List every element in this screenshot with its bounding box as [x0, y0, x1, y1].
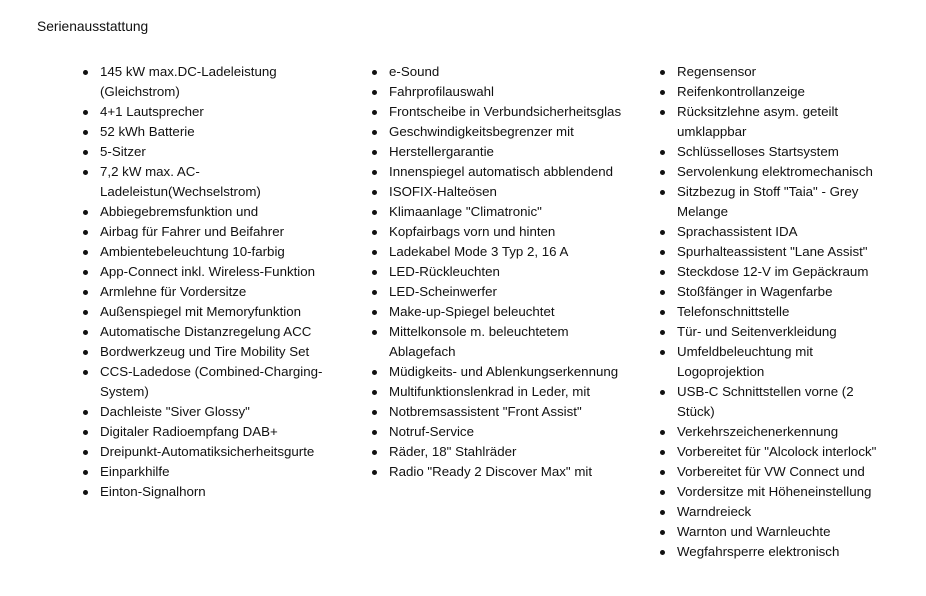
feature-item: Digitaler Radioempfang DAB+ [83, 422, 333, 442]
feature-item: LED-Scheinwerfer [372, 282, 622, 302]
feature-item: Geschwindigkeitsbegrenzer mit [372, 122, 622, 142]
feature-list-column-3 [660, 62, 892, 562]
feature-item: Klimaanlage "Climatronic" [372, 202, 622, 222]
feature-item: Multifunktionslenkrad in Leder, mit [372, 382, 622, 402]
feature-item: Herstellergarantie [372, 142, 622, 162]
feature-item: e-Sound [372, 62, 622, 82]
feature-item: Sprachassistent IDA [660, 222, 892, 242]
feature-item: App-Connect inkl. Wireless-Funktion [83, 262, 333, 282]
feature-item: Innenspiegel automatisch abblendend [372, 162, 622, 182]
feature-item: Spurhalteassistent "Lane Assist" [660, 242, 892, 262]
feature-item: Ambientebeleuchtung 10-farbig [83, 242, 333, 262]
feature-item: Verkehrszeichenerkennung [660, 422, 892, 442]
feature-item: Notruf-Service [372, 422, 622, 442]
feature-item: Einparkhilfe [83, 462, 333, 482]
feature-item: Stoßfänger in Wagenfarbe [660, 282, 892, 302]
feature-item: Tür- und Seitenverkleidung [660, 322, 892, 342]
feature-item: Dreipunkt-Automatiksicherheitsgurte [83, 442, 333, 462]
feature-item: Radio "Ready 2 Discover Max" mit [372, 462, 622, 482]
feature-item: Müdigkeits- und Ablenkungserkennung [372, 362, 622, 382]
feature-item: Mittelkonsole m. beleuchtetem Ablagefach [372, 322, 622, 362]
feature-item: Sitzbezug in Stoff "Taia" - Grey Melange [660, 182, 892, 222]
feature-item: ISOFIX-Halteösen [372, 182, 622, 202]
feature-item: Kopfairbags vorn und hinten [372, 222, 622, 242]
feature-item: Steckdose 12-V im Gepäckraum [660, 262, 892, 282]
feature-item: Abbiegebremsfunktion und [83, 202, 333, 222]
feature-item: Vorbereitet für "Alcolock interlock" [660, 442, 892, 462]
feature-item: Warnton und Warnleuchte [660, 522, 892, 542]
feature-item: 7,2 kW max. AC-Ladeleistun(Wechselstrom) [83, 162, 333, 202]
feature-item: Frontscheibe in Verbundsicherheitsglas [372, 102, 622, 122]
feature-item: 5-Sitzer [83, 142, 333, 162]
feature-item: Vordersitze mit Höheneinstellung [660, 482, 892, 502]
feature-item: 52 kWh Batterie [83, 122, 333, 142]
feature-list-column-1 [83, 62, 333, 502]
feature-item: Wegfahrsperre elektronisch [660, 542, 892, 562]
feature-item: Räder, 18" Stahlräder [372, 442, 622, 462]
feature-item: Warndreieck [660, 502, 892, 522]
feature-item: Armlehne für Vordersitze [83, 282, 333, 302]
feature-item: Bordwerkzeug und Tire Mobility Set [83, 342, 333, 362]
feature-item: Regensensor [660, 62, 892, 82]
feature-item: Rücksitzlehne asym. geteilt umklappbar [660, 102, 892, 142]
feature-item: Außenspiegel mit Memoryfunktion [83, 302, 333, 322]
feature-item: USB-C Schnittstellen vorne (2 Stück) [660, 382, 892, 422]
feature-item: Umfeldbeleuchtung mit Logoprojektion [660, 342, 892, 382]
feature-item: CCS-Ladedose (Combined-Charging-System) [83, 362, 333, 402]
feature-item: Einton-Signalhorn [83, 482, 333, 502]
feature-item: Make-up-Spiegel beleuchtet [372, 302, 622, 322]
feature-item: Automatische Distanzregelung ACC [83, 322, 333, 342]
feature-item: Notbremsassistent "Front Assist" [372, 402, 622, 422]
feature-item: Reifenkontrollanzeige [660, 82, 892, 102]
feature-item: Fahrprofilauswahl [372, 82, 622, 102]
feature-item: Airbag für Fahrer und Beifahrer [83, 222, 333, 242]
section-title: Serienausstattung [37, 19, 149, 34]
feature-item: Vorbereitet für VW Connect und [660, 462, 892, 482]
feature-item: 145 kW max.DC-Ladeleistung (Gleichstrom) [83, 62, 333, 102]
feature-item: Servolenkung elektromechanisch [660, 162, 892, 182]
feature-item: LED-Rückleuchten [372, 262, 622, 282]
feature-item: Ladekabel Mode 3 Typ 2, 16 A [372, 242, 622, 262]
feature-item: Dachleiste "Siver Glossy" [83, 402, 333, 422]
feature-item: Telefonschnittstelle [660, 302, 892, 322]
feature-item: Schlüsselloses Startsystem [660, 142, 892, 162]
feature-list-column-2 [372, 62, 622, 482]
feature-item: 4+1 Lautsprecher [83, 102, 333, 122]
